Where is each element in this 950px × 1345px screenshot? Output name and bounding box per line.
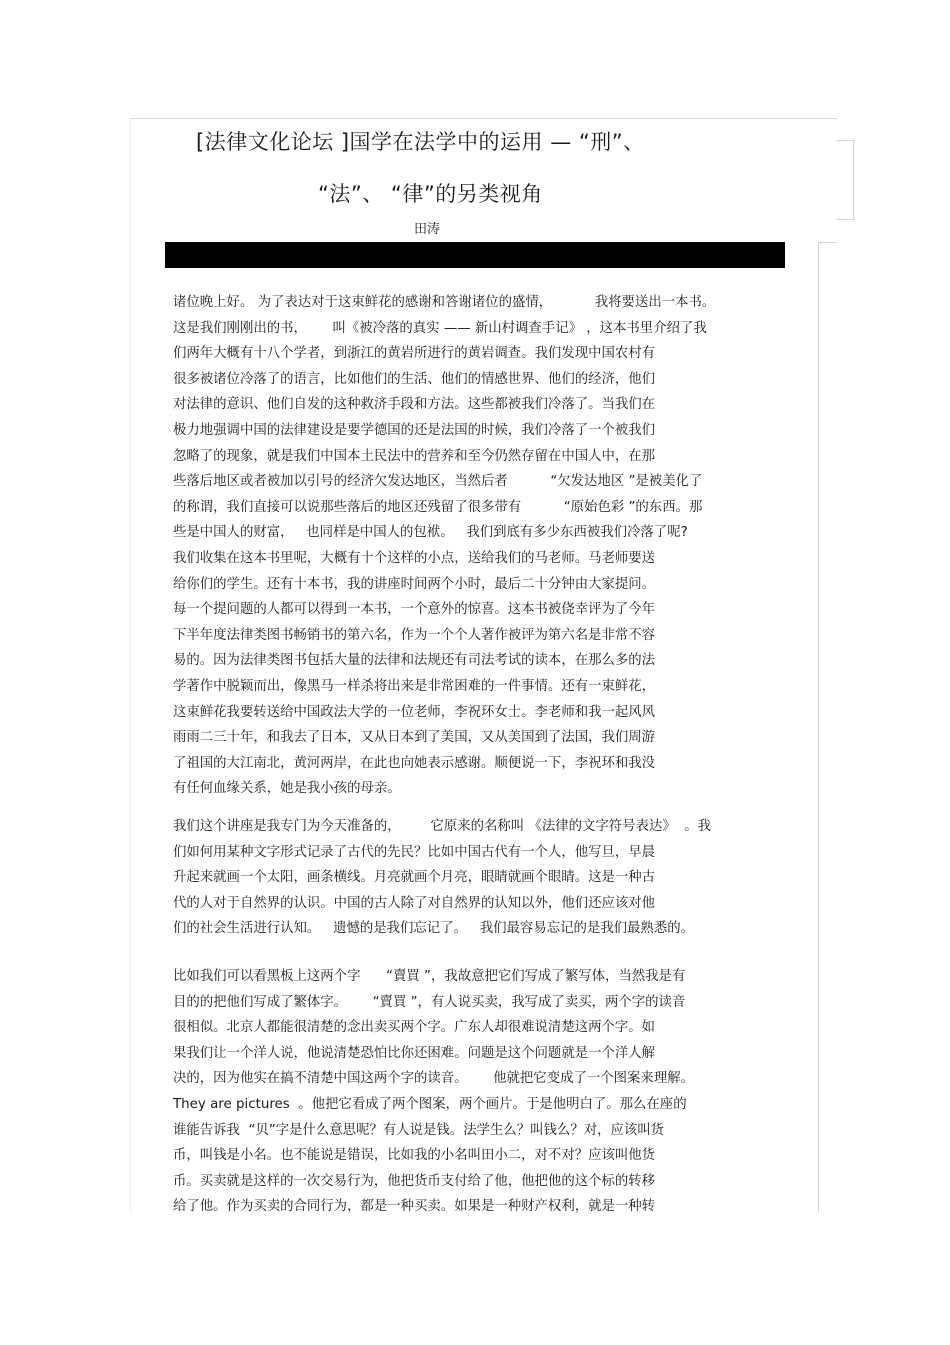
- page-edge-tab: [836, 140, 854, 220]
- page-edge-strip: [818, 242, 837, 1213]
- text-line: 学著作中脱颖而出，像黑马一样杀将出来是非常困难的一件事情。还有一束鲜花，: [173, 678, 656, 694]
- text-line: 升起来就画一个太阳，画条横线。月亮就画个月亮，眼睛就画个眼睛。这是一种古: [173, 870, 656, 886]
- text-line: 易的。因为法律类图书包括大量的法律和法规还有司法考试的读本，在那么多的法: [173, 653, 656, 669]
- text-line: 极力地强调中国的法律建设是要学德国的还是法国的时候，我们冷落了一个被我们: [173, 422, 656, 438]
- text-line: 决的，因为他实在搞不清楚中国这两个字的读音。 他就把它变成了一个图案来理解。: [173, 1071, 694, 1087]
- text-line: 这是我们刚刚出的书， 叫《被冷落的真实 —— 新山村调查手记》 ，这本书里介绍了我: [173, 320, 707, 336]
- text-line: 这束鲜花我要转送给中国政法大学的一位老师，李祝环女士。李老师和我一起风风: [173, 704, 656, 720]
- text-line: 很多被诸位冷落了的语言，比如他们的生活、他们的情感世界、他们的经济，他们: [173, 371, 656, 387]
- text-line: 给了他。作为买卖的合同行为，都是一种买卖。如果是一种财产权利，就是一种转: [173, 1199, 656, 1215]
- text-line: 代的人对于自然界的认识。中国的古人除了对自然界的认知以外，他们还应该对他: [173, 895, 656, 911]
- text-line: 们的社会生活进行认知。 遗憾的是我们忘记了。 我们最容易忘记的是我们最熟悉的。: [173, 921, 694, 937]
- document-title-line-1: [法律文化论坛 ]国学在法学中的运用 — “刑”、: [196, 130, 645, 154]
- text-line: 对法律的意识、他们自发的这种救济手段和方法。这些都被我们冷落了。当我们在: [173, 397, 656, 413]
- document-title-line-2: “法”、 “律”的另类视角: [318, 182, 543, 206]
- paragraph-buy-sell: [173, 964, 694, 1220]
- paragraph-lecture-origin: [173, 814, 711, 942]
- text-line: 些落后地区或者被加以引号的经济欠发达地区，当然后者 “欠发达地区 ”是被美化了: [173, 474, 703, 490]
- text-line: 比如我们可以看黑板上这两个字 “賣買 ”，我故意把它们写成了繁写体，当然我是有: [173, 969, 686, 984]
- text-line: 给你们的学生。还有十本书，我的讲座时间两个小时，最后二十分钟由大家提问。: [173, 576, 656, 592]
- text-line: 谁能告诉我 “贝”字是什么意思呢？有人说是钱。法学生么？叫钱么？对，应该叫货: [173, 1122, 665, 1138]
- text-line: 雨雨二三十年，和我去了日本，又从日本到了美国，又从美国到了法国，我们周游: [173, 730, 656, 746]
- text-line: 很相似。北京人都能很清楚的念出卖买两个字。广东人却很难说清楚这两个字。如: [173, 1020, 656, 1036]
- redaction-bar: [165, 242, 785, 268]
- text-line: They are pictures 。他把它看成了两个图案，两个画片。于是他明白了。那么在座的: [173, 1096, 687, 1112]
- text-line: 的称谓，我们直接可以说那些落后的地区还残留了很多带有 “原始色彩 ”的东西。那: [173, 499, 703, 515]
- text-line: 我们收集在这本书里呢，大概有十个这样的小点，送给我们的马老师。马老师要送: [173, 550, 656, 566]
- text-line: 了祖国的大江南北，黄河两岸，在此也向她表示感谢。顺便说一下，李祝环和我没: [173, 755, 656, 771]
- text-line: 币，叫钱是小名。也不能说是错误，比如我的小名叫田小二，对不对？应该叫他货: [173, 1148, 656, 1164]
- text-line: 有任何血缘关系，她是我小孩的母亲。: [173, 781, 401, 797]
- text-line: 目的的把他们写成了繁体字。 “賣買 ”，有人说买卖，我写成了卖买，两个字的读音: [173, 994, 686, 1010]
- text-line: 些是中国人的财富， 也同样是中国人的包袱。 我们到底有多少东西被我们冷落了呢?: [173, 525, 688, 541]
- text-line: 忽略了的现象，就是我们中国本土民法中的营养和至今仍然存留在中国人中，在那: [173, 448, 656, 464]
- text-line: 们两年大概有十八个学者，到浙江的黄岩所进行的黄岩调查。我们发现中国农村有: [173, 346, 656, 362]
- text-line: 每一个提问题的人都可以得到一本书，一个意外的惊喜。这本书被侥幸评为了今年: [173, 602, 656, 618]
- text-line: 诸位晚上好。 为了表达对于这束鲜花的感谢和答谢诸位的盛情， 我将要送出一本书。: [173, 295, 716, 310]
- paragraph-intro: [173, 290, 715, 802]
- text-line: 们如何用某种文字形式记录了古代的先民？比如中国古代有一个人，他写旦，早晨: [173, 844, 656, 860]
- text-line: 币。买卖就是这样的一次交易行为，他把货币支付给了他，他把他的这个标的转移: [173, 1173, 656, 1189]
- text-line: 我们这个讲座是我专门为今天准备的， 它原来的名称叫 《法律的文字符号表达》 。我: [173, 819, 712, 834]
- text-line: 下半年度法律类图书畅销书的第六名，作为一个个人著作被评为第六名是非常不容: [173, 627, 656, 643]
- text-line: 果我们让一个洋人说，他说清楚恐怕比你还困难。问题是这个问题就是一个洋人解: [173, 1045, 656, 1061]
- author-name: 田涛: [414, 222, 441, 237]
